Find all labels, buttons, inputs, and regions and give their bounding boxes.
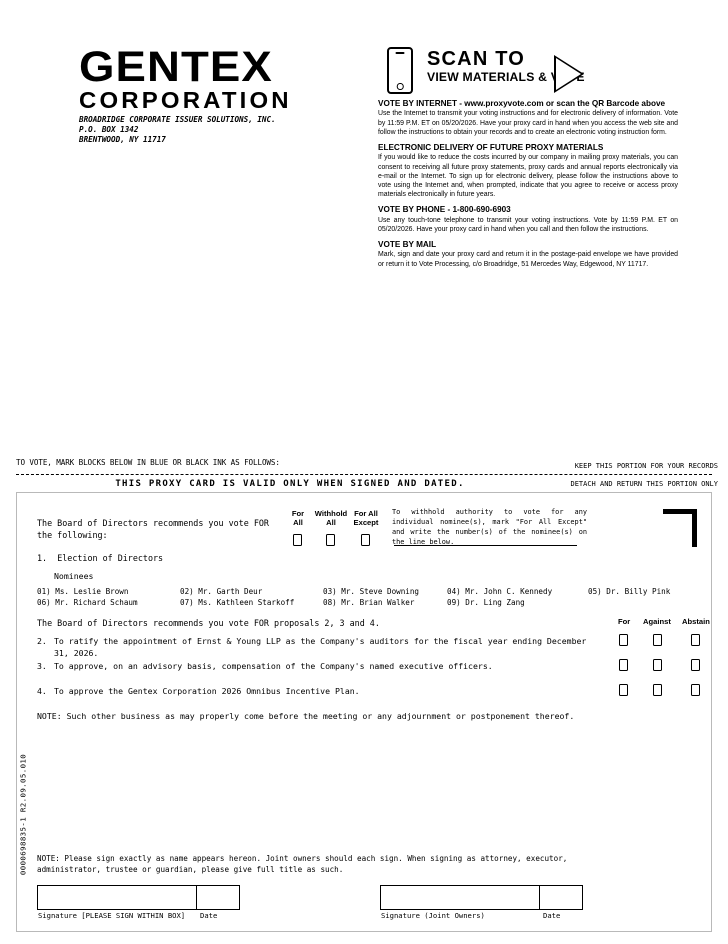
keep-portion-note: KEEP THIS PORTION FOR YOUR RECORDS [574,462,718,470]
transfer-agent-city: BRENTWOOD, NY 11717 [79,134,166,144]
company-name-secondary: CORPORATION [79,86,292,113]
mark-blocks-note: TO VOTE, MARK BLOCKS BELOW IN BLUE OR BLACK INK AS FOLLOWS: [16,458,280,467]
nominee-02: 02) Mr. Garth Deur [180,587,263,596]
company-name-primary: GENTEX [79,43,273,91]
nominee-05: 05) Dr. Billy Pink [588,587,671,596]
signature-label-joint: Signature (Joint Owners) [381,911,485,920]
voting-instructions [378,99,678,269]
signature-label-primary: Signature [PLEASE SIGN WITHIN BOX] [38,911,186,920]
mobile-phone-icon [387,47,413,94]
proposal-4-checkboxes [610,684,710,696]
checkbox-proposal-4-for[interactable] [619,684,628,696]
proposal-4 [37,686,597,698]
nominee-row [37,598,697,609]
nominee-09: 09) Dr. Ling Zang [447,598,525,607]
electronic-delivery-body: If you would like to reduce the costs incurred by our company in mailing proxy materials, you can consent to receiving all future proxy statements, proxy cards and annual reports electronically via e-mail or the Internet. To sign up for electronic delivery, please follow the instructions above to vote using the Internet and, when prompted, indicate that you agree to receive or access proxy materials electronically in future years. [378,154,678,199]
checkbox-proposal-2-against[interactable] [653,634,662,646]
proxy-card-stub [0,0,728,452]
proposal-3 [37,661,597,673]
vote-by-internet-body: Use the Internet to transmit your voting instructions and for electronic delivery of information. Vote by 11:59 P.M. ET on 05/20/2026. Have your proxy card in hand when you access the web site and follow the instructions to obtain your records and to create an electronic voting instruction form. [378,110,678,136]
signature-instruction-note: NOTE: Please sign exactly as name appears hereon. Joint owners should each sign. When signing as attorney, executor, administrator, trustee or guardian, please give full title as such. [37,854,568,874]
checkbox-proposal-2-abstain[interactable] [691,634,700,646]
registration-corner-mark [663,509,697,547]
proposal-1-number: 1. [37,553,48,563]
date-box-joint[interactable] [540,885,583,910]
transfer-agent-name: BROADRIDGE CORPORATE ISSUER SOLUTIONS, INC. [79,115,276,125]
scan-headline: SCAN TO [427,48,526,70]
date-label-primary: Date [200,911,218,920]
vote-by-phone-heading: VOTE BY PHONE - 1-800-690-6903 [378,205,511,215]
board-recommendation-proposals: The Board of Directors recommends you vote FOR proposals 2, 3 and 4. [37,618,380,628]
nominee-04: 04) Mr. John C. Kennedy [447,587,553,596]
signature-box-primary[interactable] [37,885,197,910]
proposal-3-number: 3. [37,661,47,671]
nominees-grid [37,587,697,609]
column-header-for: For [618,617,631,626]
proxy-valid-note: THIS PROXY CARD IS VALID ONLY WHEN SIGNED AND DATED. [115,479,465,489]
play-triangle-icon [554,55,584,93]
vote-by-internet-heading: VOTE BY INTERNET - www.proxyvote.com or scan the QR Barcode above [378,99,666,108]
proposal-2-number: 2. [37,636,47,646]
checkbox-proposal-4-against[interactable] [653,684,662,696]
checkbox-withhold-all[interactable] [326,534,335,546]
withhold-authority-instruction: To withhold authority to vote for any individual nominee(s), mark "For All Except" and write the number(s) of the nominee(s) on the line below. [392,508,587,546]
nominee-06: 06) Mr. Richard Schaum [37,598,138,607]
nominees-label: Nominees [54,571,94,581]
column-header-abstain: Abstain [682,617,710,626]
proposal-1-heading [37,553,163,563]
column-header-for-all: For All [291,509,305,528]
column-header-against: Against [643,617,671,626]
control-number-vertical: 0000698835-1 R2.09.05.010 [18,753,28,876]
signature-box-joint[interactable] [380,885,540,910]
checkbox-proposal-3-abstain[interactable] [691,659,700,671]
nominee-row [37,587,697,598]
checkbox-for-all-except[interactable] [361,534,370,546]
signature-group-joint [380,885,583,923]
proposal-2-checkboxes [610,634,710,646]
checkbox-for-all[interactable] [293,534,302,546]
proposal-4-text: To approve the Gentex Corporation 2026 Omnibus Incentive Plan. [54,686,360,696]
electronic-delivery-heading: ELECTRONIC DELIVERY OF FUTURE PROXY MATERIALS [378,142,604,152]
nominee-exception-writein-line[interactable] [394,545,577,546]
date-box-primary[interactable] [197,885,240,910]
board-recommendation-directors: The Board of Directors recommends you vote FOR the following: [37,518,269,541]
scan-to-vote-banner [387,47,687,102]
company-logo-block [79,43,379,145]
nominee-01: 01) Ms. Leslie Brown [37,587,129,596]
vote-by-mail-heading: VOTE BY MAIL [378,239,437,249]
column-header-withhold-all: Withhold All [314,509,348,528]
vote-by-phone-body: Use any touch-tone telephone to transmit your voting instructions. Vote by 11:59 P.M. ET on 05/20/2026. Have your proxy card in hand when you call and then follow the instructions. [378,216,678,233]
column-header-for-all-except: For All Except [353,509,379,528]
checkbox-proposal-4-abstain[interactable] [691,684,700,696]
proposal-3-checkboxes [610,659,710,671]
checkbox-proposal-3-for[interactable] [619,659,628,671]
nominee-08: 08) Mr. Brian Walker [323,598,415,607]
proposal-3-text: To approve, on an advisory basis, compensation of the Company's named executive officers. [54,661,493,671]
transfer-agent-pobox: P.O. BOX 1342 [79,125,139,135]
checkbox-proposal-3-against[interactable] [653,659,662,671]
vote-by-mail-body: Mark, sign and date your proxy card and return it in the postage-paid envelope we have provided or return it to Vote Processing, c/o Broadridge, 51 Mercedes Way, Edgewood, NY 11717. [378,251,678,268]
proposal-2 [37,636,597,660]
detach-divider [16,474,712,475]
proposal-2-text: To ratify the appointment of Ernst & Young LLP as the Company's auditors for the fiscal year ending December 31, 2026. [54,636,587,658]
checkbox-proposal-2-for[interactable] [619,634,628,646]
proposal-4-number: 4. [37,686,47,696]
ballot-card [16,492,712,932]
nominee-03: 03) Mr. Steve Downing [323,587,420,596]
signature-group-primary [37,885,240,923]
detach-portion-note: DETACH AND RETURN THIS PORTION ONLY [570,480,718,488]
scan-subhead: VIEW MATERIALS & VOTE [427,70,585,84]
proposal-1-title: Election of Directors [57,553,164,563]
nominee-07: 07) Ms. Kathleen Starkoff [180,598,295,607]
date-label-joint: Date [543,911,561,920]
other-business-note: NOTE: Such other business as may properly come before the meeting or any adjournment or postponement thereof. [37,711,575,721]
